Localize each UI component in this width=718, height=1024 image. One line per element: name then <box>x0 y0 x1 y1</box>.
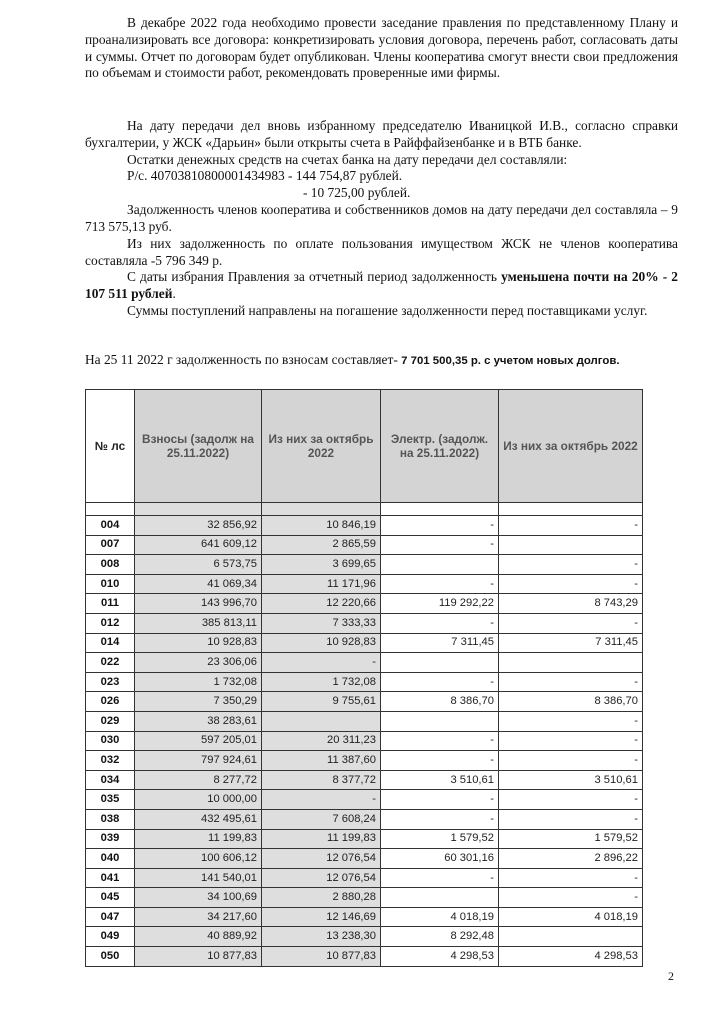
paragraph-total-debt: Задолженность членов кооператива и собственников домов на дату передачи дел составляла – 9 713 575,13 руб. <box>85 202 678 234</box>
cell-ls: 045 <box>86 888 135 908</box>
cell-dues-october <box>262 711 381 731</box>
current-debt-line: На 25 11 2022 г задолженность по взносам составляет- 7 701 500,35 р. с учетом новых долгов. <box>85 352 620 367</box>
cell-electricity: 8 292,48 <box>381 927 499 947</box>
cell-dues-october: 2 865,59 <box>262 535 381 555</box>
cell-electricity-october: - <box>499 711 643 731</box>
cell-dues: 6 573,75 <box>135 555 262 575</box>
paragraph-payments-use: Суммы поступлений направлены на погашение задолженности перед поставщиками услуг. <box>127 303 648 318</box>
cell-electricity: - <box>381 535 499 555</box>
cell-dues-october: 3 699,65 <box>262 555 381 575</box>
cell-ls: 008 <box>86 555 135 575</box>
spacer-cell <box>499 503 643 516</box>
cell-electricity-october <box>499 927 643 947</box>
spacer-cell <box>262 503 381 516</box>
cell-dues-october: 11 171,96 <box>262 574 381 594</box>
account-balance-2: - 10 725,00 рублей. <box>303 185 411 200</box>
cell-electricity: 3 510,61 <box>381 770 499 790</box>
table-row <box>86 692 643 712</box>
cell-dues: 38 283,61 <box>135 711 262 731</box>
table-row <box>86 516 643 536</box>
cell-electricity: - <box>381 516 499 536</box>
spacer-cell <box>135 503 262 516</box>
cell-ls: 012 <box>86 613 135 633</box>
cell-dues: 7 350,29 <box>135 692 262 712</box>
cell-dues-october: 8 377,72 <box>262 770 381 790</box>
cell-ls: 011 <box>86 594 135 614</box>
paragraph-meeting-plan: В декабре 2022 года необходимо провести заседание правления по представленному Плану и проанализировать все договора: конкретизировать условия договора, перечень работ, согласовать даты и суммы. Отчет по договорам будет опубликован. Члены кооператива смогут внести свои предложения по объемам и стоимости работ, рекомендовать проверенные ими фирмы. <box>85 15 678 81</box>
cell-electricity: - <box>381 868 499 888</box>
table-row <box>86 770 643 790</box>
table-spacer-row <box>86 503 643 516</box>
table-header-row <box>86 390 643 503</box>
cell-electricity-october: - <box>499 613 643 633</box>
cell-dues-october: 12 076,54 <box>262 868 381 888</box>
debt-reduction-highlight: уменьшена почти на 20% - 2 107 511 рублей <box>85 269 678 301</box>
cell-dues-october: 12 076,54 <box>262 849 381 869</box>
cell-electricity-october: - <box>499 790 643 810</box>
cell-dues-october: 11 199,83 <box>262 829 381 849</box>
table-row <box>86 711 643 731</box>
cell-dues-october: 1 732,08 <box>262 672 381 692</box>
cell-electricity-october: - <box>499 516 643 536</box>
cell-dues: 10 877,83 <box>135 947 262 967</box>
cell-ls: 010 <box>86 574 135 594</box>
cell-electricity: 119 292,22 <box>381 594 499 614</box>
cell-dues: 8 277,72 <box>135 770 262 790</box>
cell-electricity <box>381 653 499 673</box>
cell-electricity: 7 311,45 <box>381 633 499 653</box>
header-ls: № лс <box>86 390 135 503</box>
cell-electricity-october: 2 896,22 <box>499 849 643 869</box>
cell-dues: 141 540,01 <box>135 868 262 888</box>
cell-dues: 641 609,12 <box>135 535 262 555</box>
cell-dues: 11 199,83 <box>135 829 262 849</box>
cell-dues-october: 10 846,19 <box>262 516 381 536</box>
paragraph-non-member-debt: Из них задолженность по оплате пользования имуществом ЖСК не членов кооператива составляла -5 796 349 р. <box>85 236 678 268</box>
cell-ls: 041 <box>86 868 135 888</box>
cell-ls: 007 <box>86 535 135 555</box>
header-dues: Взносы (задолж на 25.11.2022) <box>135 390 262 503</box>
cell-electricity: 1 579,52 <box>381 829 499 849</box>
cell-electricity: - <box>381 790 499 810</box>
table-row <box>86 633 643 653</box>
page-number: 2 <box>668 969 674 983</box>
table-row <box>86 947 643 967</box>
table-row <box>86 574 643 594</box>
cell-dues-october: 10 928,83 <box>262 633 381 653</box>
cell-ls: 026 <box>86 692 135 712</box>
cell-electricity <box>381 555 499 575</box>
cell-electricity-october: 1 579,52 <box>499 829 643 849</box>
cell-dues-october: - <box>262 790 381 810</box>
table-row <box>86 672 643 692</box>
cell-ls: 050 <box>86 947 135 967</box>
cell-electricity: 4 018,19 <box>381 907 499 927</box>
cell-dues: 10 000,00 <box>135 790 262 810</box>
cell-ls: 023 <box>86 672 135 692</box>
current-debt-amount: 7 701 500,35 р. с учетом новых долгов. <box>401 355 620 367</box>
spacer-cell <box>86 503 135 516</box>
cell-dues-october: 7 333,33 <box>262 613 381 633</box>
table-row <box>86 849 643 869</box>
cell-dues: 432 495,61 <box>135 809 262 829</box>
debt-table <box>85 389 643 967</box>
cell-dues: 40 889,92 <box>135 927 262 947</box>
cell-electricity-october: - <box>499 574 643 594</box>
cell-electricity-october: 4 298,53 <box>499 947 643 967</box>
cell-dues: 385 813,11 <box>135 613 262 633</box>
cell-electricity-october: - <box>499 731 643 751</box>
cell-dues-october: 7 608,24 <box>262 809 381 829</box>
spacer-cell <box>381 503 499 516</box>
cell-electricity-october: - <box>499 809 643 829</box>
cell-dues: 32 856,92 <box>135 516 262 536</box>
cell-dues: 41 069,34 <box>135 574 262 594</box>
header-dues-october: Из них за октябрь 2022 <box>262 390 381 503</box>
cell-ls: 030 <box>86 731 135 751</box>
header-electricity-october: Из них за октябрь 2022 <box>499 390 643 503</box>
cell-dues-october: 20 311,23 <box>262 731 381 751</box>
table-row <box>86 613 643 633</box>
cell-dues-october: - <box>262 653 381 673</box>
paragraph-balances-intro: Остатки денежных средств на счетах банка на дату передачи дел составляли: <box>127 152 568 167</box>
cell-electricity: 60 301,16 <box>381 849 499 869</box>
cell-dues: 34 100,69 <box>135 888 262 908</box>
cell-ls: 032 <box>86 751 135 771</box>
cell-electricity: - <box>381 672 499 692</box>
cell-dues: 797 924,61 <box>135 751 262 771</box>
cell-dues-october: 12 146,69 <box>262 907 381 927</box>
cell-electricity-october <box>499 535 643 555</box>
cell-dues-october: 2 880,28 <box>262 888 381 908</box>
table-row <box>86 653 643 673</box>
cell-ls: 034 <box>86 770 135 790</box>
cell-ls: 047 <box>86 907 135 927</box>
cell-electricity: - <box>381 731 499 751</box>
table-row <box>86 927 643 947</box>
cell-electricity-october: 8 386,70 <box>499 692 643 712</box>
cell-electricity-october: - <box>499 868 643 888</box>
cell-electricity-october: - <box>499 555 643 575</box>
cell-electricity-october: 3 510,61 <box>499 770 643 790</box>
cell-electricity-october: 4 018,19 <box>499 907 643 927</box>
account-balance-1: Р/с. 40703810800001434983 - 144 754,87 рублей. <box>127 168 403 183</box>
cell-ls: 022 <box>86 653 135 673</box>
table-row <box>86 555 643 575</box>
paragraph-bank-accounts: На дату передачи дел вновь избранному председателю Иваницкой И.В., согласно справки бухгалтерии, у ЖСК «Дарьин» были открыты счета в Райффайзенбанке и в ВТБ банке. <box>85 118 678 150</box>
cell-ls: 049 <box>86 927 135 947</box>
cell-dues-october: 9 755,61 <box>262 692 381 712</box>
cell-dues: 100 606,12 <box>135 849 262 869</box>
cell-electricity: - <box>381 751 499 771</box>
table-row <box>86 594 643 614</box>
cell-ls: 029 <box>86 711 135 731</box>
cell-electricity-october: 8 743,29 <box>499 594 643 614</box>
cell-electricity <box>381 888 499 908</box>
table-row <box>86 809 643 829</box>
cell-ls: 040 <box>86 849 135 869</box>
cell-ls: 039 <box>86 829 135 849</box>
cell-electricity: 8 386,70 <box>381 692 499 712</box>
cell-dues-october: 11 387,60 <box>262 751 381 771</box>
paragraph-debt-reduction: С даты избрания Правления за отчетный период задолженность уменьшена почти на 20% - 2 107 511 рублей. <box>85 269 678 301</box>
header-electricity: Электр. (задолж. на 25.11.2022) <box>381 390 499 503</box>
cell-dues: 23 306,06 <box>135 653 262 673</box>
cell-dues: 143 996,70 <box>135 594 262 614</box>
table-row <box>86 868 643 888</box>
cell-ls: 004 <box>86 516 135 536</box>
cell-ls: 014 <box>86 633 135 653</box>
cell-dues: 10 928,83 <box>135 633 262 653</box>
cell-dues-october: 12 220,66 <box>262 594 381 614</box>
cell-electricity-october: - <box>499 751 643 771</box>
cell-electricity: - <box>381 613 499 633</box>
table-row <box>86 535 643 555</box>
cell-electricity: - <box>381 574 499 594</box>
cell-electricity: - <box>381 809 499 829</box>
table-row <box>86 907 643 927</box>
cell-electricity-october: 7 311,45 <box>499 633 643 653</box>
cell-electricity-october <box>499 653 643 673</box>
cell-electricity-october: - <box>499 888 643 908</box>
cell-ls: 038 <box>86 809 135 829</box>
cell-electricity <box>381 711 499 731</box>
cell-dues: 597 205,01 <box>135 731 262 751</box>
cell-dues-october: 10 877,83 <box>262 947 381 967</box>
cell-dues-october: 13 238,30 <box>262 927 381 947</box>
cell-ls: 035 <box>86 790 135 810</box>
cell-electricity: 4 298,53 <box>381 947 499 967</box>
cell-electricity-october: - <box>499 672 643 692</box>
table-row <box>86 829 643 849</box>
cell-dues: 1 732,08 <box>135 672 262 692</box>
table-row <box>86 731 643 751</box>
cell-dues: 34 217,60 <box>135 907 262 927</box>
table-row <box>86 790 643 810</box>
table-row <box>86 751 643 771</box>
table-row <box>86 888 643 908</box>
